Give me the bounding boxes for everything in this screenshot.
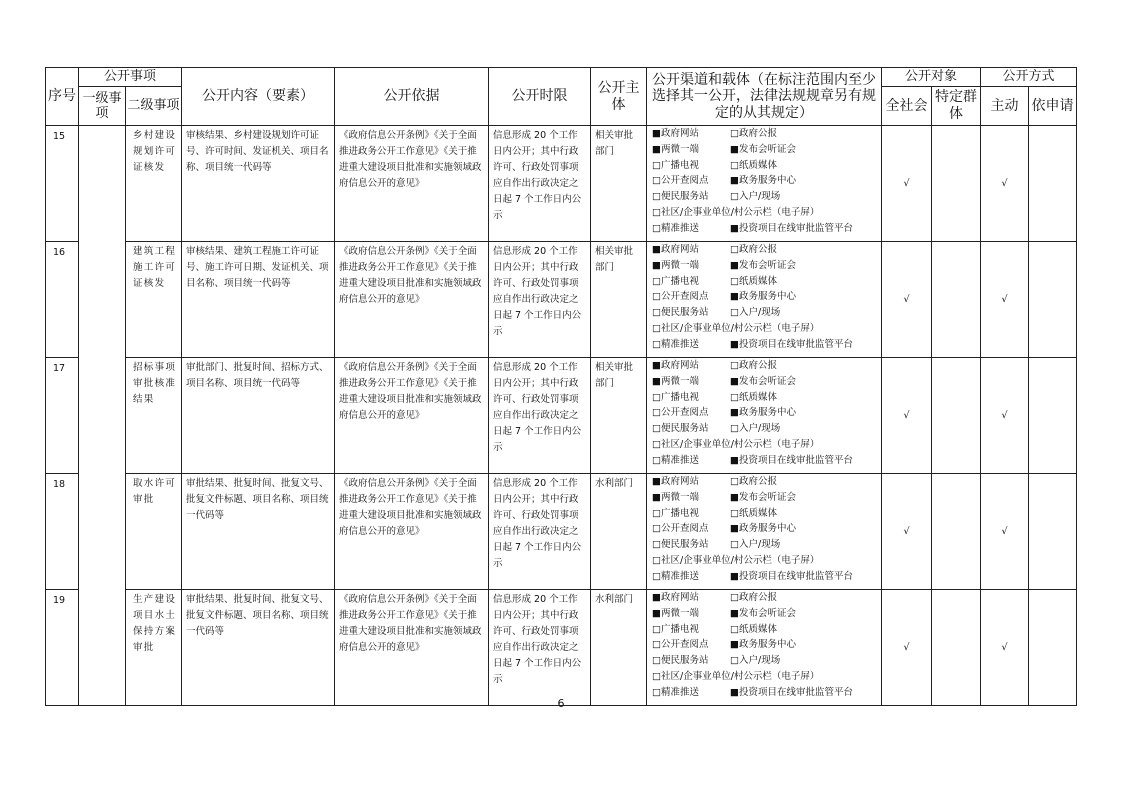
active-check: √	[981, 126, 1029, 242]
item-name: 乡村建设规划许可证核发	[126, 126, 182, 242]
content-cell: 审核结果、乡村建设规划许可证号、许可时间、发证机关、项目名称、项目统一代码等	[182, 126, 335, 242]
on-request-check	[1029, 126, 1077, 242]
channel-option: □纸质媒体	[730, 159, 777, 171]
time-cell: 信息形成 20 个工作日内公开；其中行政许可、行政处罚事项应自作出行政决定之日起 7 个工作日内公示	[489, 242, 591, 358]
subject-cell: 相关审批部门	[591, 358, 647, 474]
all-society-check: √	[882, 126, 932, 242]
channel-option: □纸质媒体	[730, 275, 777, 287]
specific-group-check	[932, 590, 981, 706]
row-number: 18	[46, 474, 79, 590]
level1-cell	[79, 126, 126, 706]
active-check: √	[981, 590, 1029, 706]
content-cell: 审批结果、批复时间、批复文号、批复文件标题、项目名称、项目统一代码等	[182, 590, 335, 706]
page-number: 6	[557, 697, 565, 710]
header-level2: 二级事项	[126, 87, 182, 126]
channel-option: □社区/企事业单位/村公示栏（电子屏）	[652, 438, 820, 450]
table-row	[46, 590, 1077, 706]
channels-cell	[647, 474, 882, 590]
table-row	[46, 358, 1077, 474]
active-check: √	[981, 242, 1029, 358]
channel-option: ■政府网站	[652, 128, 699, 139]
header-time: 公开时限	[489, 68, 591, 126]
channels-cell	[647, 590, 882, 706]
header-seq: 序号	[46, 68, 79, 126]
subject-cell: 水利部门	[591, 590, 647, 706]
channel-option: □便民服务站	[652, 307, 709, 319]
channel-option: ■投资项目在线审批监管平台	[730, 222, 853, 234]
channel-option: □社区/企事业单位/村公示栏（电子屏）	[652, 206, 820, 218]
channel-option: □公开查阅点	[652, 291, 709, 303]
channel-option: ■政府网站	[652, 244, 699, 255]
channel-option: □公开查阅点	[652, 175, 709, 187]
basis-cell: 《政府信息公开条例》《关于全面推进政务公开工作意见》《关于推进重大建设项目批准和实施领域政府信息公开的意见》	[335, 358, 489, 474]
channel-option: □精准推送	[652, 454, 699, 466]
item-name: 生产建设项目水土保持方案审批	[126, 590, 182, 706]
channel-option: ■两微一端	[652, 607, 699, 619]
channel-option: □社区/企事业单位/村公示栏（电子屏）	[652, 322, 820, 334]
channel-option: □精准推送	[652, 570, 699, 582]
channel-option: ■政务服务中心	[730, 175, 796, 187]
channel-option: □广播电视	[652, 623, 699, 635]
basis-cell: 《政府信息公开条例》《关于全面推进政务公开工作意见》《关于推进重大建设项目批准和实施领域政府信息公开的意见》	[335, 590, 489, 706]
subject-cell: 水利部门	[591, 474, 647, 590]
table-row	[46, 474, 1077, 590]
channel-option: ■政府网站	[652, 592, 699, 603]
subject-cell: 相关审批部门	[591, 126, 647, 242]
row-number: 19	[46, 590, 79, 706]
on-request-check	[1029, 590, 1077, 706]
channel-option: ■投资项目在线审批监管平台	[730, 570, 853, 582]
channel-option: □公开查阅点	[652, 639, 709, 651]
channel-option: □社区/企事业单位/村公示栏（电子屏）	[652, 670, 820, 682]
channel-option: □政府公报	[730, 592, 777, 603]
all-society-check: √	[882, 242, 932, 358]
channel-option: □精准推送	[652, 222, 699, 234]
item-name: 招标事项审批核准结果	[126, 358, 182, 474]
header-basis: 公开依据	[335, 68, 489, 126]
header-all-society: 全社会	[882, 87, 932, 126]
channel-option: □便民服务站	[652, 191, 709, 203]
channel-option: □入户/现场	[730, 191, 781, 203]
channel-option: □便民服务站	[652, 655, 709, 667]
channel-option: ■两微一端	[652, 143, 699, 155]
channel-option: ■政府网站	[652, 476, 699, 487]
channel-option: □政府公报	[730, 128, 777, 139]
header-method-group: 公开方式	[981, 68, 1077, 87]
row-number: 17	[46, 358, 79, 474]
specific-group-check	[932, 242, 981, 358]
time-cell: 信息形成 20 个工作日内公开；其中行政许可、行政处罚事项应自作出行政决定之日起 7 个工作日内公示	[489, 126, 591, 242]
channel-option: □公开查阅点	[652, 407, 709, 419]
specific-group-check	[932, 126, 981, 242]
channel-option: ■政务服务中心	[730, 407, 796, 419]
channel-option: □社区/企事业单位/村公示栏（电子屏）	[652, 554, 820, 566]
channel-option: □广播电视	[652, 507, 699, 519]
channels-cell	[647, 242, 882, 358]
channel-option: □广播电视	[652, 159, 699, 171]
channel-option: □入户/现场	[730, 539, 781, 551]
channel-option: □广播电视	[652, 275, 699, 287]
channel-option: □精准推送	[652, 686, 699, 698]
header-specific-group: 特定群体	[932, 87, 981, 126]
channel-option: ■政务服务中心	[730, 639, 796, 651]
channel-option: ■政务服务中心	[730, 291, 796, 303]
channel-option: ■两微一端	[652, 259, 699, 271]
channel-option: □纸质媒体	[730, 507, 777, 519]
channel-option: □便民服务站	[652, 539, 709, 551]
channel-list	[647, 126, 881, 237]
channel-option: ■投资项目在线审批监管平台	[730, 454, 853, 466]
channel-list	[647, 358, 881, 469]
header-channels: 公开渠道和载体（在标注范围内至少选择其一公开，法律法规规章另有规定的从其规定）	[647, 68, 882, 126]
channel-option: ■发布会听证会	[730, 491, 796, 503]
basis-cell: 《政府信息公开条例》《关于全面推进政务公开工作意见》《关于推进重大建设项目批准和实施领域政府信息公开的意见》	[335, 242, 489, 358]
channel-option: ■两微一端	[652, 491, 699, 503]
time-cell: 信息形成 20 个工作日内公开；其中行政许可、行政处罚事项应自作出行政决定之日起 7 个工作日内公示	[489, 474, 591, 590]
active-check: √	[981, 474, 1029, 590]
channel-option: ■政务服务中心	[730, 523, 796, 535]
disclosure-table	[45, 67, 1077, 706]
channel-option: ■发布会听证会	[730, 259, 796, 271]
channel-option: □便民服务站	[652, 423, 709, 435]
channel-option: ■投资项目在线审批监管平台	[730, 686, 853, 698]
channels-cell	[647, 358, 882, 474]
header-content: 公开内容（要素）	[182, 68, 335, 126]
table-body	[46, 126, 1077, 706]
channel-option: □政府公报	[730, 476, 777, 487]
header-subject: 公开主体	[591, 68, 647, 126]
header-target-group: 公开对象	[882, 68, 981, 87]
basis-cell: 《政府信息公开条例》《关于全面推进政务公开工作意见》《关于推进重大建设项目批准和实施领域政府信息公开的意见》	[335, 474, 489, 590]
specific-group-check	[932, 474, 981, 590]
header-active: 主动	[981, 87, 1029, 126]
channel-list	[647, 590, 881, 701]
channel-list	[647, 474, 881, 585]
item-name: 建筑工程施工许可证核发	[126, 242, 182, 358]
all-society-check: √	[882, 358, 932, 474]
channel-option: □广播电视	[652, 391, 699, 403]
channels-cell	[647, 126, 882, 242]
active-check: √	[981, 358, 1029, 474]
time-cell: 信息形成 20 个工作日内公开；其中行政许可、行政处罚事项应自作出行政决定之日起 7 个工作日内公示	[489, 358, 591, 474]
channel-option: □纸质媒体	[730, 623, 777, 635]
content-cell: 审批部门、批复时间、招标方式、项目名称、项目统一代码等	[182, 358, 335, 474]
table-row	[46, 242, 1077, 358]
all-society-check: √	[882, 474, 932, 590]
table-row	[46, 126, 1077, 242]
item-name: 取水许可审批	[126, 474, 182, 590]
on-request-check	[1029, 358, 1077, 474]
channel-option: □入户/现场	[730, 307, 781, 319]
channel-option: □公开查阅点	[652, 523, 709, 535]
content-cell: 审核结果、建筑工程施工许可证号、施工许可日期、发证机关、项目名称、项目统一代码等	[182, 242, 335, 358]
channel-option: ■两微一端	[652, 375, 699, 387]
channel-option: □入户/现场	[730, 655, 781, 667]
channel-option: □纸质媒体	[730, 391, 777, 403]
channel-list	[647, 242, 881, 353]
channel-option: □入户/现场	[730, 423, 781, 435]
channel-option: ■投资项目在线审批监管平台	[730, 338, 853, 350]
content-cell: 审批结果、批复时间、批复文号、批复文件标题、项目名称、项目统一代码等	[182, 474, 335, 590]
row-number: 15	[46, 126, 79, 242]
on-request-check	[1029, 242, 1077, 358]
specific-group-check	[932, 358, 981, 474]
on-request-check	[1029, 474, 1077, 590]
header-on-request: 依申请	[1029, 87, 1077, 126]
header-level1: 一级事项	[79, 87, 126, 126]
channel-option: ■发布会听证会	[730, 143, 796, 155]
channel-option: ■发布会听证会	[730, 607, 796, 619]
channel-option: □政府公报	[730, 360, 777, 371]
all-society-check: √	[882, 590, 932, 706]
channel-option: □精准推送	[652, 338, 699, 350]
subject-cell: 相关审批部门	[591, 242, 647, 358]
time-cell: 信息形成 20 个工作日内公开；其中行政许可、行政处罚事项应自作出行政决定之日起 7 个工作日内公示	[489, 590, 591, 706]
header-item-group: 公开事项	[79, 68, 182, 87]
row-number: 16	[46, 242, 79, 358]
channel-option: ■政府网站	[652, 360, 699, 371]
basis-cell: 《政府信息公开条例》《关于全面推进政务公开工作意见》《关于推进重大建设项目批准和实施领域政府信息公开的意见》	[335, 126, 489, 242]
channel-option: □政府公报	[730, 244, 777, 255]
channel-option: ■发布会听证会	[730, 375, 796, 387]
